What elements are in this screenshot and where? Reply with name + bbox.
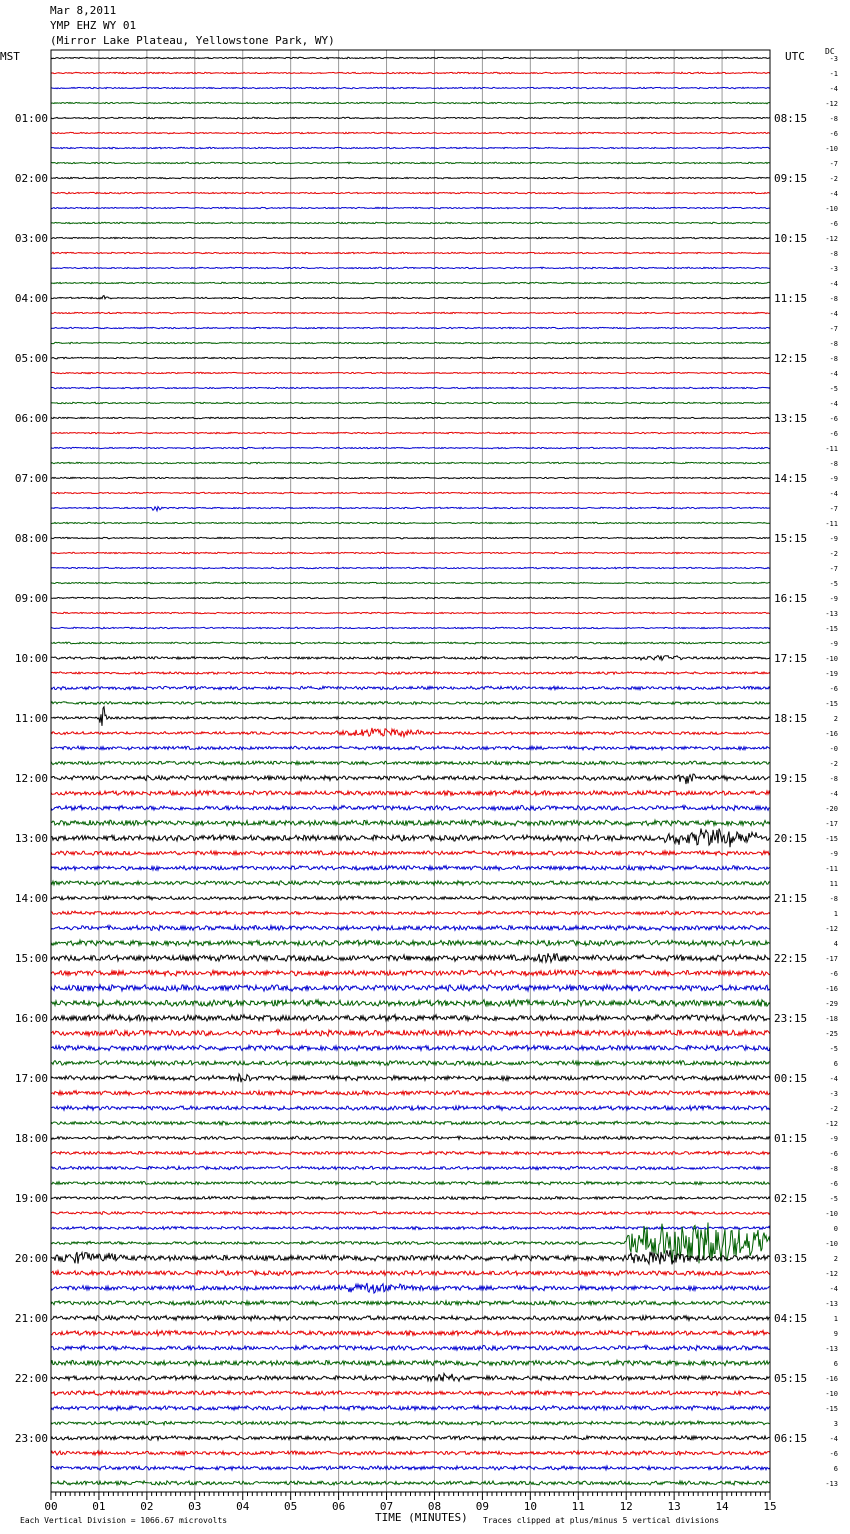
- x-tick-label: 03: [188, 1500, 202, 1513]
- dc-offset-label: -1: [829, 70, 838, 78]
- mst-hour-label: 06:00: [14, 412, 48, 425]
- dc-offset-label: -13: [825, 1300, 838, 1308]
- dc-offset-label: -12: [825, 100, 838, 108]
- mst-hour-label: 17:00: [14, 1072, 48, 1085]
- mst-hour-label: 14:00: [14, 892, 48, 905]
- dc-offset-label: 0: [833, 1225, 838, 1233]
- dc-offset-label: -3: [829, 265, 838, 273]
- dc-offset-label: -6: [829, 685, 838, 693]
- dc-offset-label: 6: [833, 1060, 838, 1068]
- utc-hour-label: 01:15: [774, 1132, 808, 1145]
- dc-offset-label: -4: [829, 490, 838, 498]
- dc-offset-label: -6: [829, 415, 838, 423]
- x-tick-label: 09: [475, 1500, 490, 1513]
- dc-offset-label: -15: [825, 625, 838, 633]
- utc-hour-label: 17:15: [774, 652, 808, 665]
- dc-offset-label: -6: [829, 1450, 838, 1458]
- mst-hour-label: 15:00: [14, 952, 48, 965]
- dc-offset-label: -13: [825, 1480, 838, 1488]
- dc-offset-label: -8: [829, 355, 838, 363]
- dc-offset-label: -16: [825, 985, 838, 993]
- dc-offset-label: -6: [829, 970, 838, 978]
- dc-offset-label: -8: [829, 250, 838, 258]
- station-label: YMP EHZ WY 01: [50, 19, 137, 32]
- dc-offset-label: -5: [829, 385, 838, 393]
- utc-hour-label: 12:15: [774, 352, 808, 365]
- mst-hour-label: 02:00: [14, 172, 48, 185]
- x-tick-label: 11: [571, 1500, 585, 1513]
- x-tick-label: 05: [284, 1500, 298, 1513]
- dc-offset-label: -5: [829, 580, 838, 588]
- utc-hour-label: 02:15: [774, 1192, 808, 1205]
- dc-offset-label: -3: [829, 1090, 838, 1098]
- dc-offset-label: 11: [829, 880, 838, 888]
- dc-offset-label: -17: [825, 955, 838, 963]
- mst-hour-label: 19:00: [14, 1192, 48, 1205]
- mst-hour-label: 08:00: [14, 532, 48, 545]
- dc-offset-label: -7: [829, 325, 838, 333]
- dc-offset-label: -12: [825, 235, 838, 243]
- dc-offset-label: -8: [829, 340, 838, 348]
- dc-offset-label: -10: [825, 205, 838, 213]
- mst-hour-label: 10:00: [14, 652, 48, 665]
- utc-hour-label: 22:15: [774, 952, 808, 965]
- dc-offset-label: -4: [829, 370, 838, 378]
- mst-hour-label: 16:00: [14, 1012, 48, 1025]
- dc-offset-label: -15: [825, 835, 838, 843]
- dc-offset-label: -0: [829, 745, 838, 753]
- mst-hour-label: 07:00: [14, 472, 48, 485]
- mst-hour-label: 12:00: [14, 772, 48, 785]
- dc-offset-label: 9: [833, 1330, 838, 1338]
- dc-offset-label: -2: [829, 175, 838, 183]
- dc-offset-label: -4: [829, 790, 838, 798]
- utc-axis-title: UTC: [785, 50, 805, 63]
- mst-hour-label: 21:00: [14, 1312, 48, 1325]
- dc-offset-label: -9: [829, 475, 838, 483]
- dc-offset-label: 6: [833, 1360, 838, 1368]
- dc-offset-label: -7: [829, 505, 838, 513]
- dc-offset-label: -6: [829, 430, 838, 438]
- dc-offset-label: -4: [829, 310, 838, 318]
- dc-offset-label: -18: [825, 1015, 838, 1023]
- dc-offset-label: -17: [825, 820, 838, 828]
- x-tick-label: 04: [236, 1500, 250, 1513]
- x-tick-label: 13: [667, 1500, 681, 1513]
- x-tick-label: 10: [523, 1500, 537, 1513]
- dc-offset-label: -9: [829, 640, 838, 648]
- dc-offset-label: -9: [829, 1135, 838, 1143]
- dc-offset-label: -2: [829, 550, 838, 558]
- dc-offset-label: -15: [825, 1405, 838, 1413]
- dc-offset-label: -20: [825, 805, 838, 813]
- dc-offset-label: -13: [825, 610, 838, 618]
- dc-offset-label: -7: [829, 160, 838, 168]
- dc-offset-label: 6: [833, 1465, 838, 1473]
- dc-offset-label: -8: [829, 895, 838, 903]
- dc-offset-label: -9: [829, 850, 838, 858]
- dc-offset-label: -11: [825, 865, 838, 873]
- dc-offset-label: -4: [829, 190, 838, 198]
- mst-hour-label: 11:00: [14, 712, 48, 725]
- utc-hour-label: 11:15: [774, 292, 808, 305]
- dc-offset-label: -6: [829, 1180, 838, 1188]
- x-tick-label: 15: [763, 1500, 777, 1513]
- utc-hour-label: 15:15: [774, 532, 808, 545]
- dc-offset-label: -8: [829, 460, 838, 468]
- dc-offset-label: -2: [829, 760, 838, 768]
- mst-hour-label: 13:00: [14, 832, 48, 845]
- mst-hour-label: 09:00: [14, 592, 48, 605]
- dc-offset-label: -25: [825, 1030, 838, 1038]
- utc-hour-label: 21:15: [774, 892, 808, 905]
- footer-scale-note: Each Vertical Division = 1066.67 microvolts: [20, 1516, 228, 1525]
- dc-offset-label: -15: [825, 700, 838, 708]
- location-label: (Mirror Lake Plateau, Yellowstone Park, WY): [50, 34, 335, 47]
- dc-offset-label: -4: [829, 85, 838, 93]
- utc-hour-label: 20:15: [774, 832, 808, 845]
- dc-offset-label: -6: [829, 130, 838, 138]
- dc-offset-label: -16: [825, 1375, 838, 1383]
- dc-offset-label: -9: [829, 535, 838, 543]
- dc-offset-label: -4: [829, 1435, 838, 1443]
- mst-hour-label: 20:00: [14, 1252, 48, 1265]
- utc-hour-label: 13:15: [774, 412, 808, 425]
- dc-offset-label: -6: [829, 1150, 838, 1158]
- x-tick-label: 14: [715, 1500, 729, 1513]
- dc-offset-label: -8: [829, 775, 838, 783]
- utc-hour-label: 03:15: [774, 1252, 808, 1265]
- mst-hour-label: 23:00: [14, 1432, 48, 1445]
- dc-offset-label: -12: [825, 1270, 838, 1278]
- dc-offset-label: -8: [829, 115, 838, 123]
- dc-offset-label: 2: [833, 1255, 838, 1263]
- dc-offset-label: -10: [825, 145, 838, 153]
- date-label: Mar 8,2011: [50, 4, 117, 17]
- x-tick-label: 06: [331, 1500, 346, 1513]
- dc-offset-label: -6: [829, 220, 838, 228]
- dc-offset-label: -13: [825, 1345, 838, 1353]
- dc-offset-label: -11: [825, 520, 838, 528]
- mst-hour-label: 22:00: [14, 1372, 48, 1385]
- mst-hour-label: 01:00: [14, 112, 48, 125]
- x-tick-label: 12: [619, 1500, 633, 1513]
- mst-axis-title: MST: [0, 50, 20, 63]
- dc-offset-label: 4: [833, 940, 838, 948]
- dc-offset-label: -4: [829, 1285, 838, 1293]
- x-axis-title: TIME (MINUTES): [375, 1511, 468, 1524]
- dc-offset-label: -4: [829, 1075, 838, 1083]
- dc-offset-label: -3: [829, 55, 838, 63]
- dc-offset-label: -16: [825, 730, 838, 738]
- dc-offset-label: -5: [829, 1195, 838, 1203]
- utc-hour-label: 04:15: [774, 1312, 808, 1325]
- footer-clip-note: Traces clipped at plus/minus 5 vertical divisions: [483, 1516, 720, 1525]
- x-tick-label: 02: [140, 1500, 154, 1513]
- utc-hour-label: 10:15: [774, 232, 808, 245]
- x-tick-label: 01: [92, 1500, 106, 1513]
- utc-hour-label: 08:15: [774, 112, 808, 125]
- dc-offset-label: -10: [825, 1210, 838, 1218]
- dc-offset-label: -4: [829, 400, 838, 408]
- mst-hour-label: 18:00: [14, 1132, 48, 1145]
- x-tick-label: 00: [44, 1500, 58, 1513]
- dc-offset-label: -10: [825, 1240, 838, 1248]
- dc-offset-label: -12: [825, 925, 838, 933]
- utc-hour-label: 00:15: [774, 1072, 808, 1085]
- dc-offset-label: -8: [829, 295, 838, 303]
- dc-column-title: DC: [825, 47, 835, 56]
- dc-offset-label: -19: [825, 670, 838, 678]
- dc-offset-label: 2: [833, 715, 838, 723]
- x-tick-label: 07: [379, 1500, 394, 1513]
- mst-hour-label: 04:00: [14, 292, 48, 305]
- dc-offset-label: -9: [829, 595, 838, 603]
- utc-hour-label: 18:15: [774, 712, 808, 725]
- dc-offset-label: -10: [825, 1390, 838, 1398]
- dc-offset-label: -29: [825, 1000, 838, 1008]
- dc-offset-label: 1: [833, 910, 838, 918]
- dc-offset-label: -11: [825, 445, 838, 453]
- utc-hour-label: 16:15: [774, 592, 808, 605]
- dc-offset-label: 1: [833, 1315, 838, 1323]
- dc-offset-label: -7: [829, 565, 838, 573]
- dc-offset-label: 3: [833, 1420, 838, 1428]
- dc-offset-label: -5: [829, 1045, 838, 1053]
- dc-offset-label: -10: [825, 655, 838, 663]
- mst-hour-label: 03:00: [14, 232, 48, 245]
- utc-hour-label: 06:15: [774, 1432, 808, 1445]
- x-tick-label: 08: [427, 1500, 442, 1513]
- dc-offset-label: -8: [829, 1165, 838, 1173]
- dc-offset-label: -4: [829, 280, 838, 288]
- utc-hour-label: 23:15: [774, 1012, 808, 1025]
- utc-hour-label: 14:15: [774, 472, 808, 485]
- dc-offset-label: -2: [829, 1105, 838, 1113]
- utc-hour-label: 05:15: [774, 1372, 808, 1385]
- dc-offset-label: -12: [825, 1120, 838, 1128]
- mst-hour-label: 05:00: [14, 352, 48, 365]
- utc-hour-label: 19:15: [774, 772, 808, 785]
- utc-hour-label: 09:15: [774, 172, 808, 185]
